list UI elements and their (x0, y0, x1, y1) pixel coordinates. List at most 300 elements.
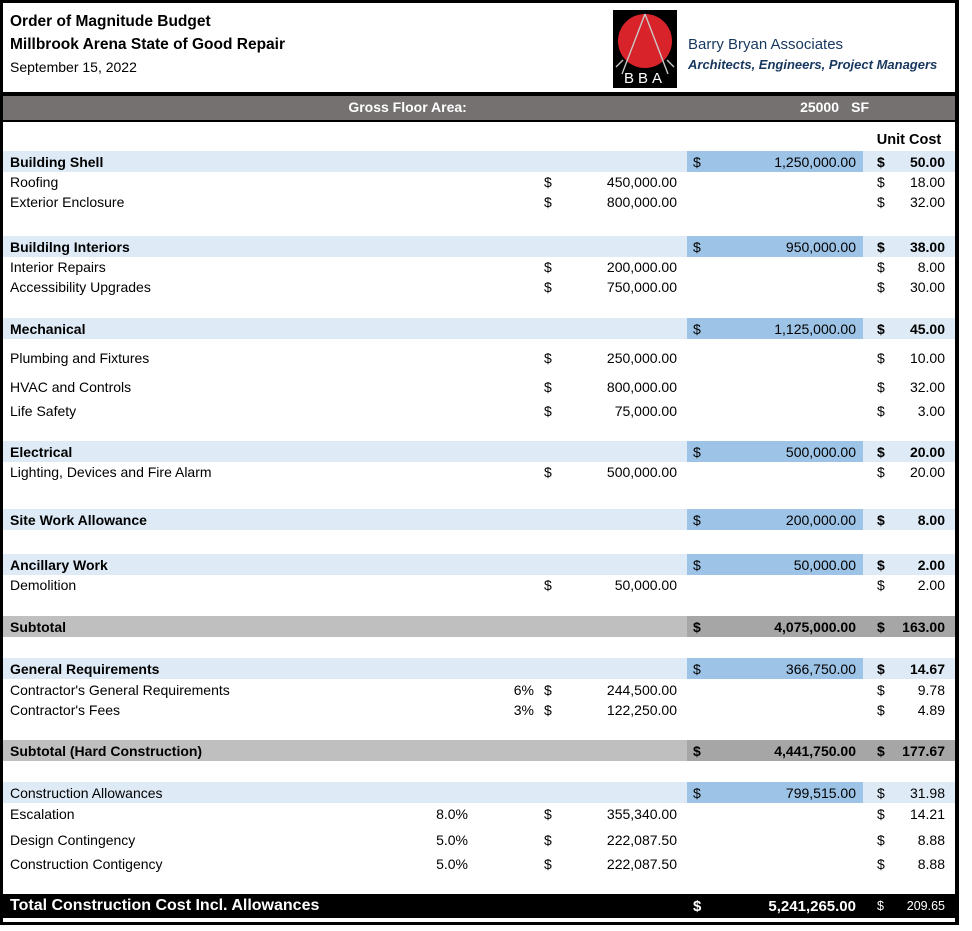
section-amount-cell (711, 192, 863, 212)
gap-cell (677, 401, 687, 421)
section-amount-cell: 1,250,000.00 (711, 151, 863, 172)
budget-rows (3, 151, 955, 918)
currency-symbol: $ (544, 806, 552, 822)
row-label: Total Construction Cost Incl. Allowances (10, 897, 320, 914)
row-label: Lighting, Devices and Fire Alarm (10, 464, 212, 480)
line-amount-cell (557, 236, 677, 257)
currency-symbol: $ (863, 616, 887, 637)
gap-cell (677, 509, 687, 530)
currency-symbol (537, 236, 557, 257)
row-label: Construction Contigency (10, 856, 163, 872)
currency-symbol (537, 782, 557, 803)
line-amount-cell (557, 616, 677, 637)
percent-inner-cell (471, 740, 537, 761)
unit-cost-cell: 8.00 (917, 259, 945, 275)
percent-inner-cell (471, 257, 537, 277)
currency-symbol: $ (877, 899, 884, 913)
budget-row-general-requirements (3, 658, 955, 679)
percent-outer-cell (423, 441, 471, 462)
row-label: Contractor's General Requirements (10, 681, 230, 698)
percent-inner-cell (471, 554, 537, 575)
percent-outer-cell (423, 277, 471, 297)
percent-outer-cell (423, 658, 471, 679)
percent-inner-cell (471, 192, 537, 212)
gap-cell (677, 236, 687, 257)
budget-row-lighting-devices-and-fire-alarm (3, 462, 955, 482)
unit-cost-cell: 20.00 (909, 443, 945, 460)
currency-symbol: $ (687, 658, 711, 679)
gap-cell (677, 658, 687, 679)
budget-row-construction-allowances (3, 782, 955, 803)
percent-outer-cell (423, 509, 471, 530)
unit-cost-cell: 31.98 (909, 784, 945, 801)
currency-symbol: $ (877, 379, 885, 395)
section-amount-cell (711, 700, 863, 720)
percent-outer-cell: 5.0% (436, 856, 468, 872)
currency-symbol: $ (687, 509, 711, 530)
budget-row-site-work-allowance (3, 509, 955, 530)
currency-symbol (687, 679, 711, 700)
svg-text:BBA: BBA (623, 70, 667, 87)
currency-symbol: $ (687, 740, 711, 761)
company-text (688, 35, 937, 93)
percent-inner-cell (471, 348, 537, 368)
row-label: HVAC and Controls (10, 379, 132, 395)
currency-symbol (537, 616, 557, 637)
gap-cell (677, 151, 687, 172)
currency-symbol: $ (877, 464, 885, 480)
currency-symbol: $ (877, 556, 885, 573)
currency-symbol: $ (877, 806, 885, 822)
gap-cell (677, 277, 687, 297)
unit-cost-cell: 8.88 (917, 832, 945, 848)
section-amount-cell (711, 830, 863, 850)
currency-symbol: $ (687, 616, 711, 637)
currency-symbol (687, 401, 711, 421)
unit-cost-cell: 14.67 (909, 660, 945, 677)
percent-inner-cell (471, 575, 537, 595)
currency-symbol (687, 257, 711, 277)
unit-cost-cell: 3.00 (917, 403, 945, 419)
currency-symbol: $ (544, 194, 552, 210)
currency-symbol: $ (877, 403, 885, 419)
section-amount-cell: 799,515.00 (711, 782, 863, 803)
section-amount-cell (711, 462, 863, 482)
unit-cost-cell: 30.00 (909, 279, 945, 295)
spacer-row (3, 368, 955, 377)
line-amount-cell: 200,000.00 (606, 259, 677, 275)
unit-cost-cell: 9.78 (917, 681, 945, 698)
section-amount-cell: 366,750.00 (711, 658, 863, 679)
row-label: General Requirements (10, 660, 160, 677)
section-amount-cell: 5,241,265.00 (768, 897, 856, 915)
line-amount-cell: 222,087.50 (606, 856, 677, 872)
currency-symbol: $ (544, 681, 552, 698)
budget-row-accessibility-upgrades (3, 277, 955, 297)
currency-symbol: $ (687, 318, 711, 339)
currency-symbol: $ (544, 279, 552, 295)
unit-cost-cell: 50.00 (909, 153, 945, 170)
percent-outer-cell (423, 151, 471, 172)
budget-row-escalation (3, 804, 955, 824)
currency-symbol: $ (687, 151, 711, 172)
currency-symbol: $ (877, 660, 885, 677)
section-amount-cell (711, 377, 863, 397)
spacer-row (3, 339, 955, 348)
line-amount-cell: 122,250.00 (606, 702, 677, 718)
currency-symbol: $ (877, 238, 885, 255)
gap-cell (677, 348, 687, 368)
percent-inner-cell (471, 277, 537, 297)
budget-row-total-construction-cost-incl-allowances (3, 894, 955, 918)
percent-outer-cell: 5.0% (436, 832, 468, 848)
row-label: Site Work Allowance (10, 511, 147, 528)
section-amount-cell (711, 257, 863, 277)
currency-symbol (687, 377, 711, 397)
spacer-row (3, 637, 955, 658)
line-amount-cell: 250,000.00 (606, 350, 677, 366)
percent-outer-cell (423, 575, 471, 595)
currency-symbol (687, 277, 711, 297)
budget-row-demolition (3, 575, 955, 595)
company-tagline: Architects, Engineers, Project Managers (688, 57, 938, 72)
budget-row-life-safety (3, 401, 955, 421)
gap-cell (677, 257, 687, 277)
percent-inner-cell (471, 172, 537, 192)
gross-floor-area-value: 25000 (800, 99, 839, 115)
section-amount-cell: 500,000.00 (711, 441, 863, 462)
section-amount-cell (711, 277, 863, 297)
currency-symbol: $ (687, 554, 711, 575)
line-amount-cell (557, 782, 677, 803)
currency-symbol: $ (544, 577, 552, 593)
section-amount-cell (711, 804, 863, 824)
gap-cell (677, 616, 687, 637)
gross-floor-area-unit: SF (851, 99, 869, 115)
spacer-row (3, 482, 955, 509)
gap-cell (677, 700, 687, 720)
unit-cost-cell: 2.00 (917, 577, 945, 593)
currency-symbol (537, 318, 557, 339)
gap-cell (677, 318, 687, 339)
gap-cell (677, 554, 687, 575)
percent-inner-cell (471, 804, 537, 824)
percent-inner-cell (471, 894, 537, 918)
budget-row-subtotal (3, 616, 955, 637)
currency-symbol: $ (544, 856, 552, 872)
currency-symbol: $ (877, 320, 885, 337)
budget-row-contractor-s-general-requirements (3, 679, 955, 700)
gap-cell (677, 854, 687, 874)
line-amount-cell (557, 318, 677, 339)
currency-symbol (537, 151, 557, 172)
percent-outer-cell (423, 740, 471, 761)
section-amount-cell (711, 401, 863, 421)
company-logo-icon (613, 10, 677, 93)
currency-symbol (537, 509, 557, 530)
line-amount-cell: 450,000.00 (606, 174, 677, 190)
budget-row-construction-contigency (3, 854, 955, 874)
line-amount-cell: 355,340.00 (606, 806, 677, 822)
section-amount-cell: 4,075,000.00 (711, 616, 863, 637)
percent-inner-cell (471, 318, 537, 339)
budget-row-buildilng-interiors (3, 236, 955, 257)
gap-cell (677, 172, 687, 192)
row-label: Construction Allowances (10, 784, 163, 801)
bottom-gap (3, 918, 955, 922)
budget-row-electrical (3, 441, 955, 462)
row-label: Roofing (10, 174, 59, 190)
currency-symbol: $ (544, 350, 552, 366)
percent-outer-cell (423, 236, 471, 257)
unit-cost-cell: 8.88 (917, 856, 945, 872)
percent-outer-cell (423, 894, 471, 918)
line-amount-cell: 222,087.50 (606, 832, 677, 848)
currency-symbol: $ (877, 279, 885, 295)
percent-outer-cell (423, 377, 471, 397)
row-label: Electrical (10, 443, 73, 460)
section-amount-cell (711, 679, 863, 700)
currency-symbol: $ (877, 194, 885, 210)
gap-cell (677, 830, 687, 850)
percent-inner-cell (471, 782, 537, 803)
line-amount-cell: 244,500.00 (606, 681, 677, 698)
line-amount-cell (557, 894, 677, 918)
spacer-row (3, 720, 955, 740)
row-label: Subtotal (Hard Construction) (10, 742, 203, 759)
currency-symbol: $ (877, 681, 885, 698)
percent-outer-cell (423, 172, 471, 192)
row-label: Life Safety (10, 403, 77, 419)
spacer-row (3, 874, 955, 894)
currency-symbol (537, 894, 557, 918)
currency-symbol: $ (877, 702, 885, 718)
percent-inner-cell (471, 830, 537, 850)
budget-row-hvac-and-controls (3, 377, 955, 397)
currency-symbol: $ (877, 784, 885, 801)
currency-symbol: $ (544, 174, 552, 190)
section-amount-cell (711, 575, 863, 595)
percent-outer-cell (423, 679, 471, 700)
spacer-row (3, 530, 955, 554)
unit-cost-cell: 10.00 (909, 350, 945, 366)
currency-symbol: $ (877, 443, 885, 460)
currency-symbol: $ (687, 782, 711, 803)
currency-symbol (687, 700, 711, 720)
gap-cell (677, 575, 687, 595)
percent-inner-cell (471, 151, 537, 172)
unit-cost-cell: 14.21 (909, 806, 945, 822)
gap-cell (677, 192, 687, 212)
percent-inner-cell (471, 616, 537, 637)
company-name: Barry Bryan Associates (688, 36, 844, 53)
budget-row-plumbing-and-fixtures (3, 348, 955, 368)
section-amount-cell: 950,000.00 (711, 236, 863, 257)
percent-inner-cell (471, 854, 537, 874)
percent-outer-cell (423, 554, 471, 575)
line-amount-cell: 750,000.00 (606, 279, 677, 295)
percent-inner-cell (471, 401, 537, 421)
percent-outer-cell (423, 348, 471, 368)
project-title: Millbrook Arena State of Good Repair (10, 36, 286, 53)
line-amount-cell: 800,000.00 (606, 194, 677, 210)
currency-symbol: $ (877, 577, 885, 593)
currency-symbol: $ (544, 702, 552, 718)
row-label: Accessibility Upgrades (10, 279, 151, 295)
currency-symbol (687, 348, 711, 368)
row-label: Escalation (10, 806, 75, 822)
document-title: Order of Magnitude Budget (10, 13, 211, 30)
section-amount-cell (711, 854, 863, 874)
budget-row-mechanical (3, 318, 955, 339)
row-label: Mechanical (10, 320, 86, 337)
percent-outer-cell (423, 257, 471, 277)
percent-outer-cell (423, 318, 471, 339)
row-label: Buildilng Interiors (10, 238, 130, 255)
gross-floor-area-label: Gross Floor Area: (348, 99, 467, 115)
percent-outer-cell: 8.0% (436, 806, 468, 822)
spacer-row (3, 212, 955, 236)
section-amount-cell: 50,000.00 (711, 554, 863, 575)
gap-cell (677, 804, 687, 824)
unit-cost-cell: 45.00 (909, 320, 945, 337)
line-amount-cell (557, 151, 677, 172)
section-amount-cell: 200,000.00 (711, 509, 863, 530)
unit-cost-cell: 209.65 (906, 899, 945, 913)
currency-symbol: $ (544, 403, 552, 419)
gap-cell (677, 894, 687, 918)
currency-symbol (687, 575, 711, 595)
currency-symbol (537, 740, 557, 761)
line-amount-cell (557, 740, 677, 761)
currency-symbol: $ (877, 174, 885, 190)
percent-outer-cell (423, 192, 471, 212)
spacer-row (3, 761, 955, 782)
line-amount-cell: 50,000.00 (614, 577, 677, 593)
currency-symbol (687, 172, 711, 192)
currency-symbol: $ (544, 832, 552, 848)
budget-row-interior-repairs (3, 257, 955, 277)
budget-row-ancillary-work (3, 554, 955, 575)
gap-cell (677, 782, 687, 803)
line-amount-cell: 500,000.00 (606, 464, 677, 480)
unit-cost-cell: 163.00 (887, 616, 955, 637)
percent-inner-cell (471, 658, 537, 679)
unit-cost-cell: 32.00 (909, 194, 945, 210)
currency-symbol: $ (877, 832, 885, 848)
line-amount-cell (557, 509, 677, 530)
unit-cost-cell: 2.00 (917, 556, 945, 573)
row-label: Subtotal (10, 618, 66, 635)
spacer-row (3, 421, 955, 441)
line-amount-cell (557, 554, 677, 575)
unit-cost-cell: 4.89 (917, 702, 945, 718)
currency-symbol (537, 554, 557, 575)
spacer-row (3, 297, 955, 318)
currency-symbol (537, 441, 557, 462)
unit-cost-cell: 32.00 (909, 379, 945, 395)
currency-symbol: $ (877, 856, 885, 872)
unit-cost-header: Unit Cost (876, 132, 942, 148)
gross-floor-area-bar (3, 96, 955, 122)
row-label: Interior Repairs (10, 259, 106, 275)
unit-cost-cell: 18.00 (909, 174, 945, 190)
gap-cell (677, 377, 687, 397)
section-amount-cell (711, 348, 863, 368)
unit-cost-cell: 8.00 (917, 511, 945, 528)
gap-cell (677, 740, 687, 761)
line-amount-cell (557, 658, 677, 679)
row-label: Demolition (10, 577, 77, 593)
currency-symbol: $ (687, 236, 711, 257)
gap-cell (677, 462, 687, 482)
line-amount-cell (557, 441, 677, 462)
row-label: Exterior Enclosure (10, 194, 125, 210)
currency-symbol (687, 854, 711, 874)
currency-symbol: $ (877, 259, 885, 275)
company-brand (613, 10, 937, 93)
percent-inner-cell (471, 509, 537, 530)
gap-cell (677, 441, 687, 462)
currency-symbol: $ (693, 897, 702, 915)
unit-cost-cell: 38.00 (909, 238, 945, 255)
currency-symbol (537, 658, 557, 679)
currency-symbol: $ (544, 464, 552, 480)
unit-cost-cell: 20.00 (909, 464, 945, 480)
percent-outer-cell (423, 616, 471, 637)
section-amount-cell: 1,125,000.00 (711, 318, 863, 339)
currency-symbol (687, 462, 711, 482)
row-label: Ancillary Work (10, 556, 108, 573)
percent-outer-cell (423, 462, 471, 482)
budget-row-subtotal-hard-construction (3, 740, 955, 761)
currency-symbol (687, 192, 711, 212)
gap-cell (677, 679, 687, 700)
row-label: Design Contingency (10, 832, 136, 848)
row-label: Building Shell (10, 153, 104, 170)
percent-outer-cell (423, 401, 471, 421)
currency-symbol: $ (877, 511, 885, 528)
budget-row-exterior-enclosure (3, 192, 955, 212)
percent-inner-cell: 6% (513, 681, 534, 698)
percent-inner-cell (471, 377, 537, 397)
row-label: Plumbing and Fixtures (10, 350, 150, 366)
currency-symbol: $ (544, 379, 552, 395)
currency-symbol: $ (863, 740, 887, 761)
spacer-row (3, 595, 955, 616)
percent-inner-cell (471, 462, 537, 482)
percent-outer-cell (423, 700, 471, 720)
percent-outer-cell (423, 782, 471, 803)
currency-symbol (687, 830, 711, 850)
currency-symbol: $ (877, 153, 885, 170)
section-amount-cell (711, 172, 863, 192)
section-amount-cell: 4,441,750.00 (711, 740, 863, 761)
unit-cost-cell: 177.67 (887, 740, 955, 761)
unit-cost-header-row (3, 122, 955, 151)
budget-row-building-shell (3, 151, 955, 172)
document-header (3, 3, 955, 96)
budget-row-roofing (3, 172, 955, 192)
currency-symbol (687, 804, 711, 824)
currency-symbol: $ (544, 259, 552, 275)
budget-row-contractor-s-fees (3, 700, 955, 720)
currency-symbol: $ (687, 441, 711, 462)
budget-row-design-contingency (3, 830, 955, 850)
currency-symbol: $ (877, 350, 885, 366)
row-label: Contractor's Fees (10, 702, 121, 718)
percent-inner-cell (471, 441, 537, 462)
